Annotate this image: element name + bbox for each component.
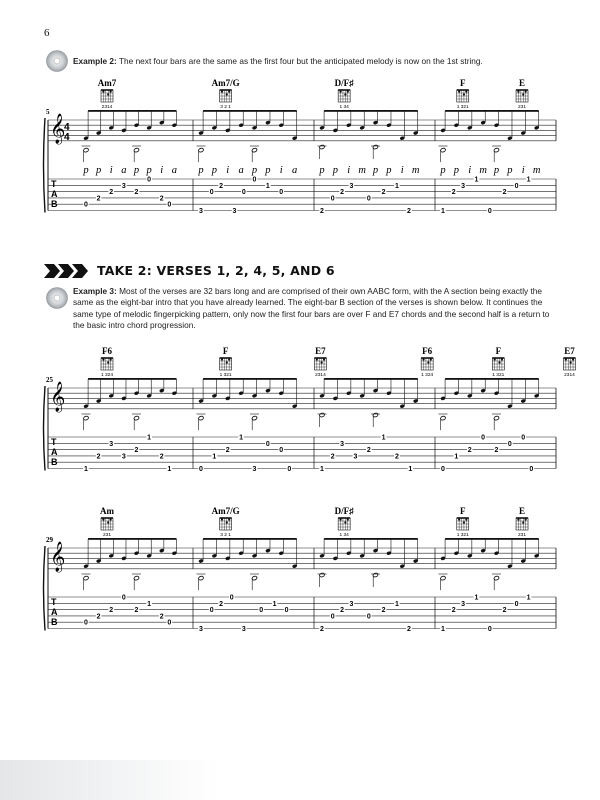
tab-number: 3 [121,453,126,461]
picking-letter: p [198,165,204,176]
chord-dot [463,521,465,523]
page-footer-fade [0,760,220,800]
chord-dot [570,361,572,363]
tab-number: 2 [502,189,507,197]
tab-number: 0 [121,594,126,602]
tab-number: 0 [521,434,526,442]
picking-letter: p [372,165,379,176]
tab-number: 1 [84,466,88,473]
tab-number: 3 [121,182,126,190]
chord-fingering: 1 321 [219,373,232,378]
chord-diagram [335,78,354,110]
chord-name: D/F♯ [334,78,354,88]
tab-number: 0 [487,208,492,215]
picking-letter: p [146,165,152,176]
picking-letter: m [532,165,541,176]
tab-number: 0 [84,201,88,209]
tab-number: 0 [487,626,492,633]
chord-dot [110,90,112,92]
chord-name: Am7 [97,78,117,88]
chord-dot [465,518,467,520]
chord-dot [339,518,341,520]
tab-number: 2 [381,607,386,615]
chord-dot [430,358,432,360]
tab-clef-letter: T [51,437,57,447]
tab-number: 3 [461,182,466,190]
tab-clef-letter: A [51,189,58,199]
tab-number: 1 [381,434,386,442]
tab-clef-letter: A [51,447,58,457]
chord-diagram [335,506,354,538]
tab-clef-letter: B [51,617,58,627]
example3-line-3: same type of melodic fingerpicking pattern, only now the first four bars are over F and E7 chords and the second half is a return to [73,308,550,319]
chord-name: F [459,78,466,88]
note-beam [324,538,418,540]
chord-dot [321,361,323,363]
example3-line-1: Most of the verses are 32 bars long and are comprised of their own AABC form, with the A section being exactly the [116,286,543,296]
tab-number: 0 [481,434,486,442]
chord-name: Am [100,506,114,516]
tab-number: 0 [241,189,246,197]
tab-number: 3 [232,208,237,215]
tab-number: 0 [287,466,292,473]
tab-number: 2 [467,447,472,455]
tab-number: 2 [340,189,345,197]
chord-diagram [563,346,575,378]
tab-number: 2 [320,626,324,633]
tab-number: 2 [159,195,164,203]
picking-letter: m [479,165,487,176]
tab-number: 0 [441,466,445,473]
chord-dot [228,518,230,520]
tab-number: 0 [229,594,234,602]
tab-number: 2 [406,626,411,633]
tab-number: 1 [212,453,217,461]
time-signature-icon: 4 [64,132,70,143]
picking-letter: p [83,165,89,176]
bar-number: 29 [46,536,53,544]
example3-line-4: the basic intro chord progression. [73,319,196,330]
chord-diagram [212,78,240,110]
chord-fingering: 1 321 [456,105,469,110]
tab-number: 0 [529,466,534,473]
picking-letter: p [440,165,446,176]
notation-system-2 [0,340,600,490]
tab-number: 2 [366,447,371,455]
chord-name: F [495,346,502,356]
tab-number: 2 [502,607,507,615]
tab-number: 3 [199,626,203,633]
tab-number: 2 [134,447,139,455]
tab-number: 1 [239,434,244,442]
chord-dot [465,90,467,92]
tab-number: 3 [241,626,246,633]
tab-number: 3 [252,466,257,473]
chord-name: E [519,78,526,88]
chord-fingering: 231 [518,105,527,110]
example3-text [73,286,568,331]
chord-dot [458,518,460,520]
picking-letter: i [109,165,113,176]
time-signature-icon: 4 [64,122,70,133]
tab-number: 0 [259,607,264,615]
tab-number: 2 [159,453,164,461]
note-beam [88,110,176,112]
picking-letter: p [386,165,392,176]
chord-dot [226,361,228,363]
picking-letter: a [171,165,177,176]
chord-fingering: 1 34 [339,533,349,538]
tab-number: 0 [147,176,152,184]
chord-name: F [459,506,466,516]
chord-dot [498,361,500,363]
tab-number: 2 [381,189,386,197]
chord-name: F [222,346,229,356]
tab-number: 0 [84,619,88,627]
tab-number: 1 [167,466,172,473]
tab-number: 2 [134,607,139,615]
tab-number: 1 [474,594,479,602]
tab-number: 1 [526,594,531,602]
chord-dot [517,90,519,92]
tab-number: 0 [252,176,257,184]
chord-diagram [421,346,433,378]
chord-dot [501,358,503,360]
tab-number: 2 [451,607,456,615]
picking-letter: i [226,165,230,176]
picking-letter: p [453,165,459,176]
note-beam [445,378,539,380]
chord-diagram [516,506,528,538]
chord-fingering: 1 321 [456,533,469,538]
note-beam [445,538,539,540]
tab-number: 2 [96,453,101,461]
tab-clef-letter: B [51,199,58,209]
chord-fingering: 3 2 1 [220,105,231,110]
section-heading [44,263,564,279]
tab-staff [48,594,556,629]
picking-letter: i [160,165,164,176]
tab-number: 0 [167,619,172,627]
note-beam [445,110,539,112]
tab-number: 1 [454,453,459,461]
tab-number: 2 [340,607,345,615]
chord-diagram [100,506,114,538]
tab-number: 2 [134,189,139,197]
chord-dot [221,518,223,520]
chord-fingering: 1 324 [100,373,114,378]
tab-number: 1 [147,600,152,608]
tab-number: 3 [199,208,203,215]
chord-diagram [101,346,113,378]
notation-system-3 [0,500,600,650]
chord-dot [427,361,429,363]
bar-number: 25 [46,376,53,384]
chord-fingering: 1 34 [339,105,349,110]
tab-number: 1 [394,182,399,190]
tab-number: 2 [330,453,335,461]
note-beam [203,538,297,540]
tab-number: 3 [340,440,345,448]
tab-number: 0 [209,607,214,615]
chord-name: F6 [422,346,433,356]
chord-dot [226,521,228,523]
chord-dot [525,90,527,92]
chord-dot [347,90,349,92]
example3-line-2: same as the eight-bar intro that you have already learned. The eight-bar B section of the verses is shown below. It continues the [73,297,543,308]
tab-number: 3 [349,182,354,190]
tab-number: 0 [330,613,335,621]
tab-number: 1 [526,176,531,184]
chord-name: F6 [102,346,112,356]
chord-dot [344,93,346,95]
chord-fingering: 2314 [564,373,575,378]
chord-name: E [519,506,526,516]
tab-number: 1 [474,176,479,184]
tab-number: 2 [219,182,224,190]
section-title: TAKE 2: VERSES 1, 2, 4, 5, AND 6 [97,263,335,278]
tab-number: 2 [225,447,230,455]
tab-clef-letter: T [51,597,57,607]
tab-number: 0 [366,613,371,621]
treble-clef-icon: 𝄞 [50,113,66,143]
picking-letter: a [238,165,244,176]
tab-number: 2 [109,189,114,197]
tab-number: 2 [96,195,101,203]
chord-diagram [220,346,232,378]
chord-diagram [212,506,240,538]
picking-letter: i [521,165,525,176]
chord-fingering: 2314 [315,373,326,378]
picking-letter: p [96,165,102,176]
tab-number: 0 [265,440,270,448]
cd-audio-icon[interactable] [46,287,68,309]
tab-number: 3 [109,440,114,448]
tab-number: 2 [320,208,324,215]
chord-dot [323,358,325,360]
chord-dot [458,90,460,92]
chord-name: Am7/G [211,78,240,88]
chord-dot [494,358,496,360]
chord-fingering: 231 [518,533,527,538]
note-beam [88,378,176,380]
tab-number: 1 [147,434,152,442]
tab-number: 0 [284,607,289,615]
chord-dot [110,358,112,360]
picking-letter: p [133,165,140,176]
chord-fingering: 1 324 [421,373,434,378]
tab-number: 0 [330,195,335,203]
tab-number: 1 [441,626,445,633]
chord-fingering: 231 [102,533,112,538]
chord-diagram [98,78,117,110]
chord-dot [565,358,567,360]
system-brace [44,546,46,631]
tab-number: 1 [265,182,270,190]
chord-diagram [492,346,504,378]
tab-number: 0 [199,466,203,473]
tab-number: 1 [320,466,324,473]
chord-dot [226,93,228,95]
note-beam [203,378,297,380]
picking-letter: p [211,165,217,176]
chord-dot [522,521,524,523]
chord-dot [110,518,112,520]
tab-number: 2 [159,613,164,621]
system-brace [44,118,46,213]
chord-dot [102,90,104,92]
chord-dot [522,93,524,95]
chord-dot [102,358,104,360]
example2-text [73,56,563,67]
chord-dot [228,90,230,92]
chord-dot [221,90,223,92]
tab-number: 0 [279,447,284,455]
tab-number: 3 [349,600,354,608]
treble-clef-icon: 𝄞 [50,541,66,571]
picking-letter: m [411,165,420,176]
tab-number: 0 [279,189,284,197]
chord-diagram [457,506,469,538]
chord-dot [463,93,465,95]
note-beam [324,110,418,112]
picking-letter: m [358,165,366,176]
chord-dot [344,521,346,523]
picking-letter: p [507,165,513,176]
example3-label: Example 3: [73,286,117,296]
example2-body: The next four bars are the same as the first four but the anticipated melody is now on the 1st string. [116,56,483,66]
tab-number: 1 [394,600,399,608]
tab-number: 0 [514,182,519,190]
picking-letter: i [347,165,351,176]
chord-name: Am7/G [211,506,240,516]
chord-diagram [457,78,469,110]
tab-number: 0 [167,201,172,209]
tab-number: 2 [219,600,224,608]
picking-letter: p [493,165,500,176]
tab-number: 3 [461,600,466,608]
chord-dot [102,518,104,520]
chord-name: E7 [564,346,575,356]
chord-dot [107,521,109,523]
tab-number: 0 [507,440,512,448]
note-beam [88,538,176,540]
chord-diagram [516,78,528,110]
picking-letter: a [292,165,298,176]
picking-letter: a [121,165,127,176]
note-beam [324,378,418,380]
tab-number: 1 [408,466,413,473]
chord-dot [316,358,318,360]
tab-number: 3 [353,453,358,461]
picking-letter: i [279,165,283,176]
page-number: 6 [44,27,50,39]
tab-number: 2 [96,613,101,621]
chord-dot [221,358,223,360]
picking-letter: i [468,165,472,176]
tab-number: 1 [272,600,277,608]
tab-number: 2 [494,447,499,455]
chevron-arrows-icon [44,264,92,278]
chord-name: E7 [315,346,326,356]
chord-fingering: 3 2 1 [220,533,231,538]
tab-clef-letter: T [51,179,57,189]
chord-fingering: 1 321 [492,373,505,378]
chord-dot [525,518,527,520]
chord-dot [422,358,424,360]
chord-dot [107,93,109,95]
tab-number: 2 [406,208,411,215]
chord-dot [228,358,230,360]
note-beam [203,110,297,112]
chord-dot [572,358,574,360]
tab-number: 2 [451,189,456,197]
tab-number: 0 [514,600,519,608]
bar-number: 5 [46,108,50,116]
chord-dot [347,518,349,520]
picking-letter: p [265,165,271,176]
tab-clef-letter: B [51,457,58,467]
tab-number: 2 [109,607,114,615]
treble-clef-icon: 𝄞 [50,381,66,411]
cd-audio-icon[interactable] [46,50,68,72]
example2-label: Example 2: [73,56,117,66]
chord-name: D/F♯ [334,506,354,516]
tab-clef-letter: A [51,607,58,617]
chord-dot [517,518,519,520]
tab-number: 1 [441,208,445,215]
chord-dot [339,90,341,92]
picking-letter: p [332,165,338,176]
chord-fingering: 2314 [101,105,113,110]
chord-dot [107,361,109,363]
picking-letter: p [319,165,325,176]
tab-number: 0 [209,189,214,197]
picking-letter: i [400,165,404,176]
system-brace [44,386,46,471]
chord-diagram [314,346,326,378]
picking-letter: p [251,165,258,176]
tab-number: 2 [394,453,399,461]
tab-number: 0 [366,195,371,203]
